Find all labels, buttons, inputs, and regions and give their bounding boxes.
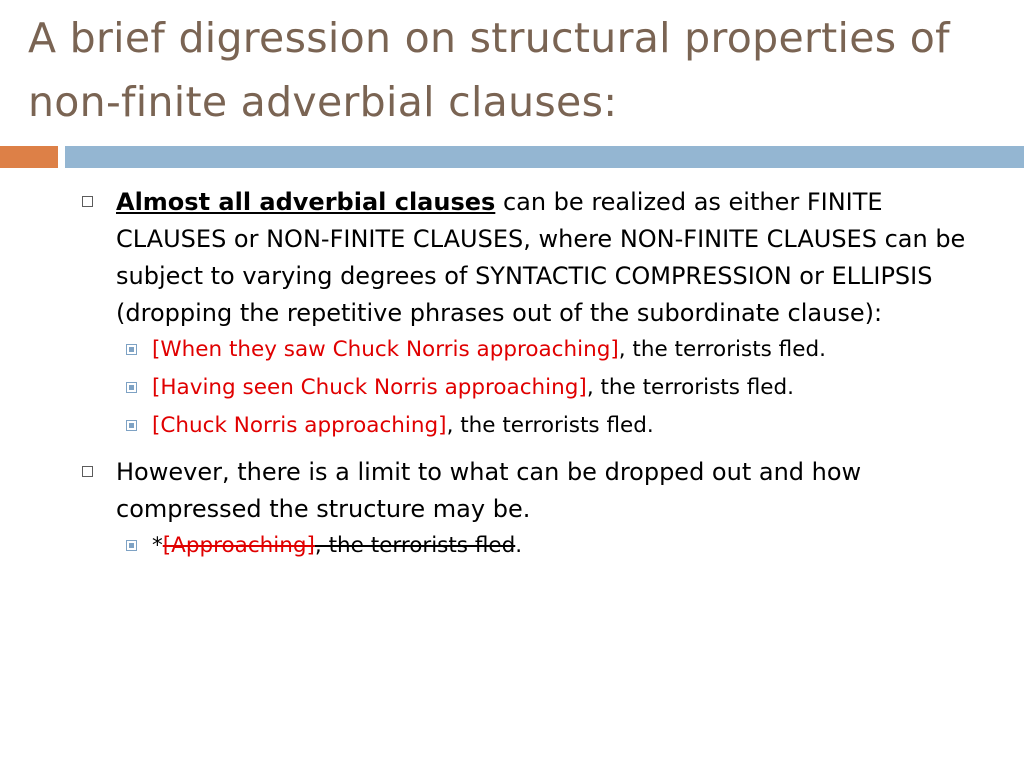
ungrammatical-star: * (152, 533, 163, 558)
example-clause: [Chuck Norris approaching] (152, 413, 447, 438)
example-item-2 (116, 372, 978, 404)
slide-body (78, 184, 978, 568)
filled-square-bullet-icon (126, 382, 137, 393)
example-rest: , the terrorists fled. (586, 375, 794, 400)
bullet-text: can be realized as either FINITE CLAUSES or NON-FINITE CLAUSES, where NON-FINITE CLAUSES can be subject to varying degrees of SYNTACTIC COMPRESSION or ELLIPSIS (dropping the repetitive phrases out of the subordinate clause): (116, 188, 966, 327)
bullet-emphasis: Almost all adverbial clauses (116, 188, 496, 216)
example-item-3 (116, 410, 978, 442)
title-divider-blue (65, 146, 1024, 168)
example-clause-struck: [Approaching] (162, 533, 315, 558)
example-clause: [When they saw Chuck Norris approaching] (152, 337, 619, 362)
bullet-item-1 (78, 184, 978, 332)
filled-square-bullet-icon (126, 420, 137, 431)
filled-square-bullet-icon (126, 344, 137, 355)
example-item-4 (116, 530, 978, 562)
hollow-square-bullet-icon (82, 196, 93, 207)
slide-title: A brief digression on structural properties of non-finite adverbial clauses: (28, 14, 950, 126)
example-rest: , the terrorists fled. (446, 413, 654, 438)
example-rest-struck: , the terrorists fled (314, 533, 516, 558)
example-rest: , the terrorists fled. (618, 337, 826, 362)
hollow-square-bullet-icon (82, 466, 93, 477)
bullet-text: However, there is a limit to what can be dropped out and how compressed the structure may be. (116, 458, 862, 523)
example-item-1 (116, 334, 978, 366)
bullet-item-2 (78, 454, 978, 528)
filled-square-bullet-icon (126, 540, 137, 551)
example-end: . (515, 533, 523, 558)
example-clause: [Having seen Chuck Norris approaching] (152, 375, 587, 400)
title-divider-orange (0, 146, 58, 168)
